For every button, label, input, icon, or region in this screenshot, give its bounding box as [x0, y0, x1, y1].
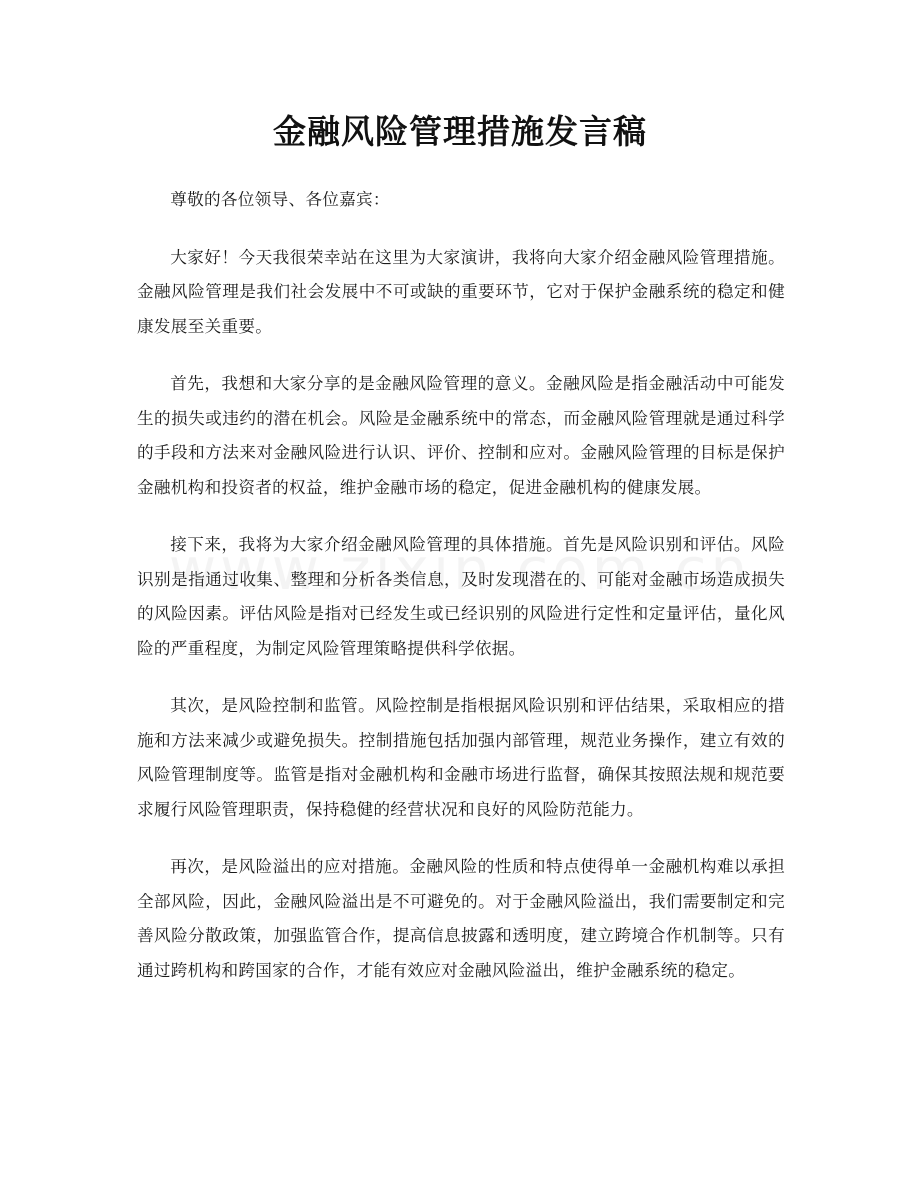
page-title: 金融风险管理措施发言稿: [273, 112, 647, 151]
paragraph-significance: 首先，我想和大家分享的是金融风险管理的意义。金融风险是指金融活动中可能发生的损失或违约的潜在机会。风险是金融系统中的常态，而金融风险管理就是通过科学的手段和方法来对金融风险进行认识、评价、控制和应对。金融风险管理的目标是保护金融机构和投资者的权益，维护金融市场的稳定，促进金融机构的健康发展。: [137, 374, 785, 497]
paragraph-salutation: 尊敬的各位领导、各位嘉宾：: [170, 190, 390, 209]
paragraph-identification-assessment: 接下来，我将为大家介绍金融风险管理的具体措施。首先是风险识别和评估。风险识别是指通过收集、整理和分析各类信息，及时发现潜在的、可能对金融市场造成损失的风险因素。评估风险是指对已经发生或已经识别的风险进行定性和定量评估，量化风险的严重程度，为制定风险管理策略提供科学依据。: [137, 535, 785, 658]
paragraph-greeting: 大家好！今天我很荣幸站在这里为大家演讲，我将向大家介绍金融风险管理措施。金融风险管理是我们社会发展中不可或缺的重要环节，它对于保护金融系统的稳定和健康发展至关重要。: [137, 247, 785, 336]
paragraph-control-supervision: 其次，是风险控制和监管。风险控制是指根据风险识别和评估结果，采取相应的措施和方法来减少或避免损失。控制措施包括加强内部管理，规范业务操作，建立有效的风险管理制度等。监管是指对金融机构和金融市场进行监督，确保其按照法规和规范要求履行风险管理职责，保持稳健的经营状况和良好的风险防范能力。: [137, 696, 785, 819]
paragraph-spillover-response: 再次，是风险溢出的应对措施。金融风险的性质和特点使得单一金融机构难以承担全部风险，因此，金融风险溢出是不可避免的。对于金融风险溢出，我们需要制定和完善风险分散政策，加强监管合作，提高信息披露和透明度，建立跨境合作机制等。只有通过跨机构和跨国家的合作，才能有效应对金融风险溢出，维护金融系统的稳定。: [137, 857, 785, 980]
document-body: [137, 183, 785, 1011]
